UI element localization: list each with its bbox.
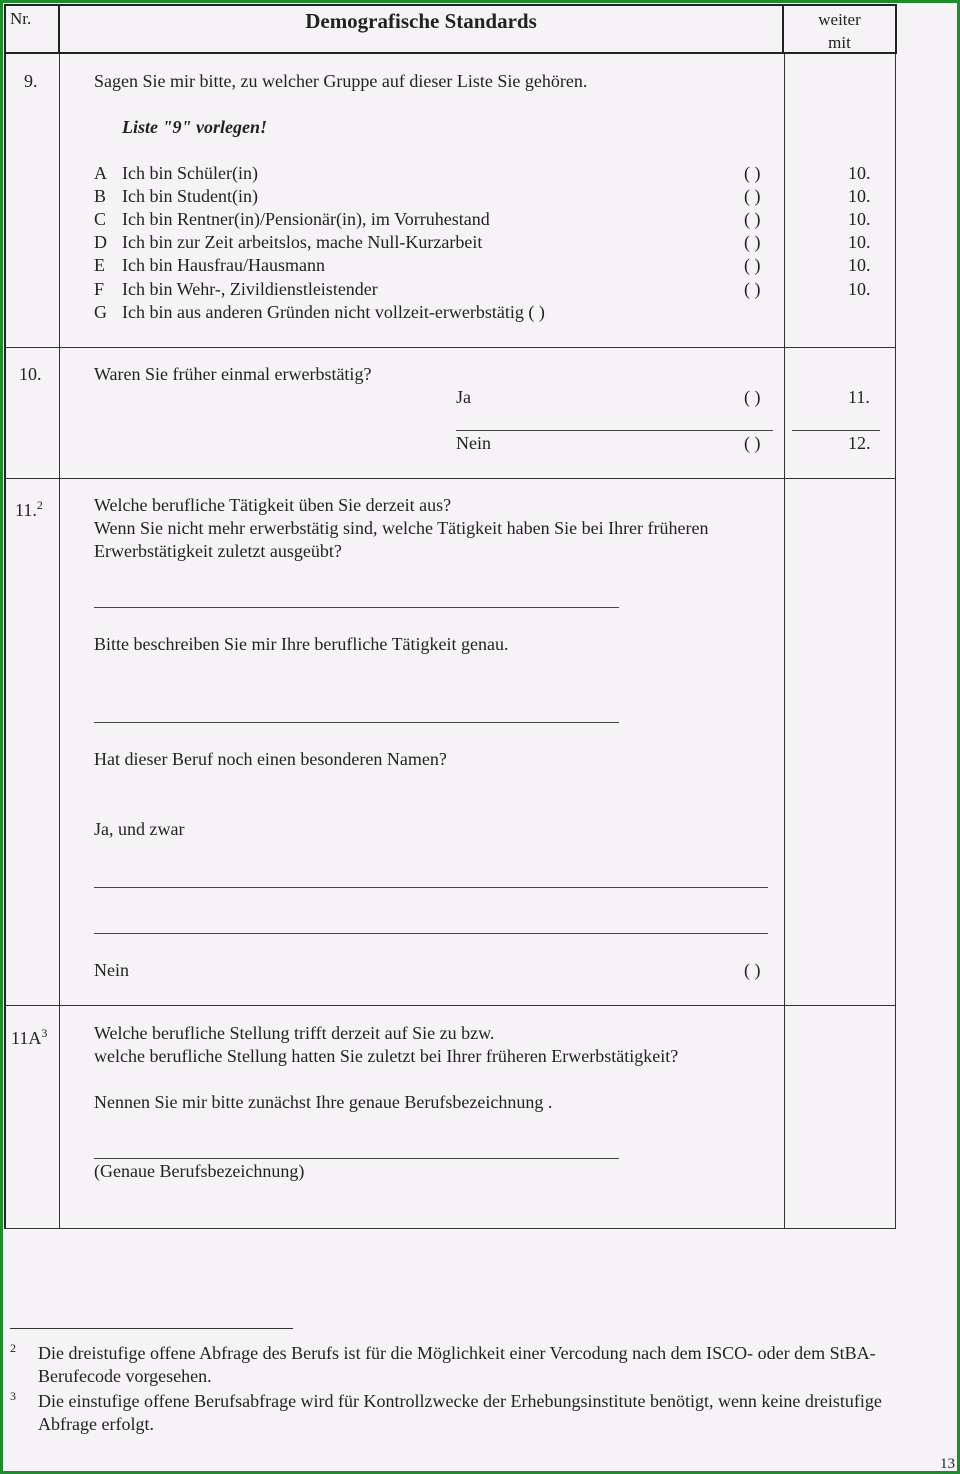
q9-option-label: Ich bin Schüler(in) xyxy=(122,163,258,183)
q11a-line3: Nennen Sie mir bitte zunächst Ihre genaue Berufsbezeichnung . xyxy=(94,1092,553,1112)
q9-option-next: 10. xyxy=(848,209,871,229)
q9-option-key: E xyxy=(94,255,105,275)
q11-line3: Erwerbstätigkeit zuletzt ausgeübt? xyxy=(94,541,342,561)
q10-number: 10. xyxy=(19,364,42,384)
q9-option-key: G xyxy=(94,302,107,322)
q11-no-checkbox[interactable]: ( ) xyxy=(744,960,761,980)
q11-line2: Wenn Sie nicht mehr erwerbstätig sind, welche Tätigkeit haben Sie bei Ihrer früheren xyxy=(94,518,709,538)
footnote-line: Abfrage erfolgt. xyxy=(38,1414,154,1434)
q11-answer-line-4[interactable] xyxy=(94,933,768,934)
q9-option-checkbox[interactable]: ( ) xyxy=(744,255,761,275)
q10-option-checkbox[interactable]: ( ) xyxy=(744,433,761,453)
header-nr: Nr. xyxy=(10,9,32,28)
q10-option-next: 12. xyxy=(848,433,871,453)
q10-option-checkbox[interactable]: ( ) xyxy=(744,387,761,407)
q9-option-label: Ich bin Rentner(in)/Pensionär(in), im Vorruhestand xyxy=(122,209,490,229)
q9-option-next: 10. xyxy=(848,232,871,252)
header-weiter xyxy=(784,8,895,54)
header-weiter-line2: mit xyxy=(828,33,851,52)
q9-option-next: 10. xyxy=(848,186,871,206)
q9-option-checkbox[interactable]: ( ) xyxy=(744,186,761,206)
q9-number: 9. xyxy=(24,71,38,91)
footnote-line: Die einstufige offene Berufsabfrage wird für Kontrollzwecke der Erhebungsinstitute benötigt, wenn keine dreistufige xyxy=(38,1391,882,1411)
q11-answer-line-1[interactable] xyxy=(94,607,619,608)
q10-option-next: 11. xyxy=(848,387,870,407)
q9-option-label[interactable]: Ich bin aus anderen Gründen nicht vollzeit-erwerbstätig ( ) xyxy=(122,302,545,322)
q9-option-label: Ich bin zur Zeit arbeitslos, mache Null-Kurzarbeit xyxy=(122,232,483,252)
q9-option-label: Ich bin Hausfrau/Hausmann xyxy=(122,255,325,275)
q11-yes-label: Ja, und zwar xyxy=(94,819,185,839)
q10-next-separator xyxy=(792,430,880,431)
q9-option-next: 10. xyxy=(848,255,871,275)
q9-option-next: 10. xyxy=(848,279,871,299)
footnote-line: Berufecode vorgesehen. xyxy=(38,1366,212,1386)
q11a-number xyxy=(11,1022,47,1050)
q11-describe: Bitte beschreiben Sie mir Ihre berufliche Tätigkeit genau. xyxy=(94,634,509,654)
footnote-line: Die dreistufige offene Abfrage des Berufs ist für die Möglichkeit einer Vercodung nach dem ISCO- oder dem StBA- xyxy=(38,1343,876,1363)
q11-special-name: Hat dieser Beruf noch einen besonderen Namen? xyxy=(94,749,447,769)
q11a-caption: (Genaue Berufsbezeichnung) xyxy=(94,1161,305,1181)
q9-option-key: A xyxy=(94,163,107,183)
footnote-number: 2 xyxy=(10,1341,16,1355)
q9-option-checkbox[interactable]: ( ) xyxy=(744,163,761,183)
q9-option-key: F xyxy=(94,279,105,299)
q11a-number-text: 11A xyxy=(11,1028,42,1048)
q9-option-next: 10. xyxy=(848,163,871,183)
q9-question: Sagen Sie mir bitte, zu welcher Gruppe auf dieser Liste Sie gehören. xyxy=(94,71,588,91)
header-weiter-line1: weiter xyxy=(818,10,861,29)
q9-option-checkbox[interactable]: ( ) xyxy=(744,209,761,229)
q9-option-label: Ich bin Student(in) xyxy=(122,186,258,206)
q11-footnote-ref: 2 xyxy=(36,498,43,512)
q11-no-label: Nein xyxy=(94,960,129,980)
q11a-line1: Welche berufliche Stellung trifft derzeit auf Sie zu bzw. xyxy=(94,1023,495,1043)
q10-question: Waren Sie früher einmal erwerbstätig? xyxy=(94,364,372,384)
q9-option-checkbox[interactable]: ( ) xyxy=(744,232,761,252)
q11-line1: Welche berufliche Tätigkeit üben Sie derzeit aus? xyxy=(94,495,452,515)
q10-separator xyxy=(456,430,773,431)
q9-option-checkbox[interactable]: ( ) xyxy=(744,279,761,299)
q11-number xyxy=(15,494,43,522)
q11-answer-line-2[interactable] xyxy=(94,722,619,723)
q9-option-key: D xyxy=(94,232,107,252)
q9-instruction: Liste "9" vorlegen! xyxy=(122,117,267,137)
q11a-footnote-ref: 3 xyxy=(41,1026,48,1040)
q9-option-key: B xyxy=(94,186,107,206)
footnote-separator xyxy=(10,1328,293,1329)
page-number: 13 xyxy=(940,1456,955,1472)
q11a-answer-line[interactable] xyxy=(94,1158,619,1159)
footnote-number: 3 xyxy=(10,1389,16,1403)
q9-option-label: Ich bin Wehr-, Zivildienstleistender xyxy=(122,279,378,299)
q10-option-label: Ja xyxy=(456,387,471,407)
q9-option-key: C xyxy=(94,209,107,229)
page-title: Demografische Standards xyxy=(305,9,537,33)
q10-option-label: Nein xyxy=(456,433,491,453)
q11-answer-line-3[interactable] xyxy=(94,887,768,888)
q11-number-text: 11. xyxy=(15,500,37,520)
q11a-line2: welche berufliche Stellung hatten Sie zuletzt bei Ihrer früheren Erwerbstätigkeit? xyxy=(94,1046,679,1066)
